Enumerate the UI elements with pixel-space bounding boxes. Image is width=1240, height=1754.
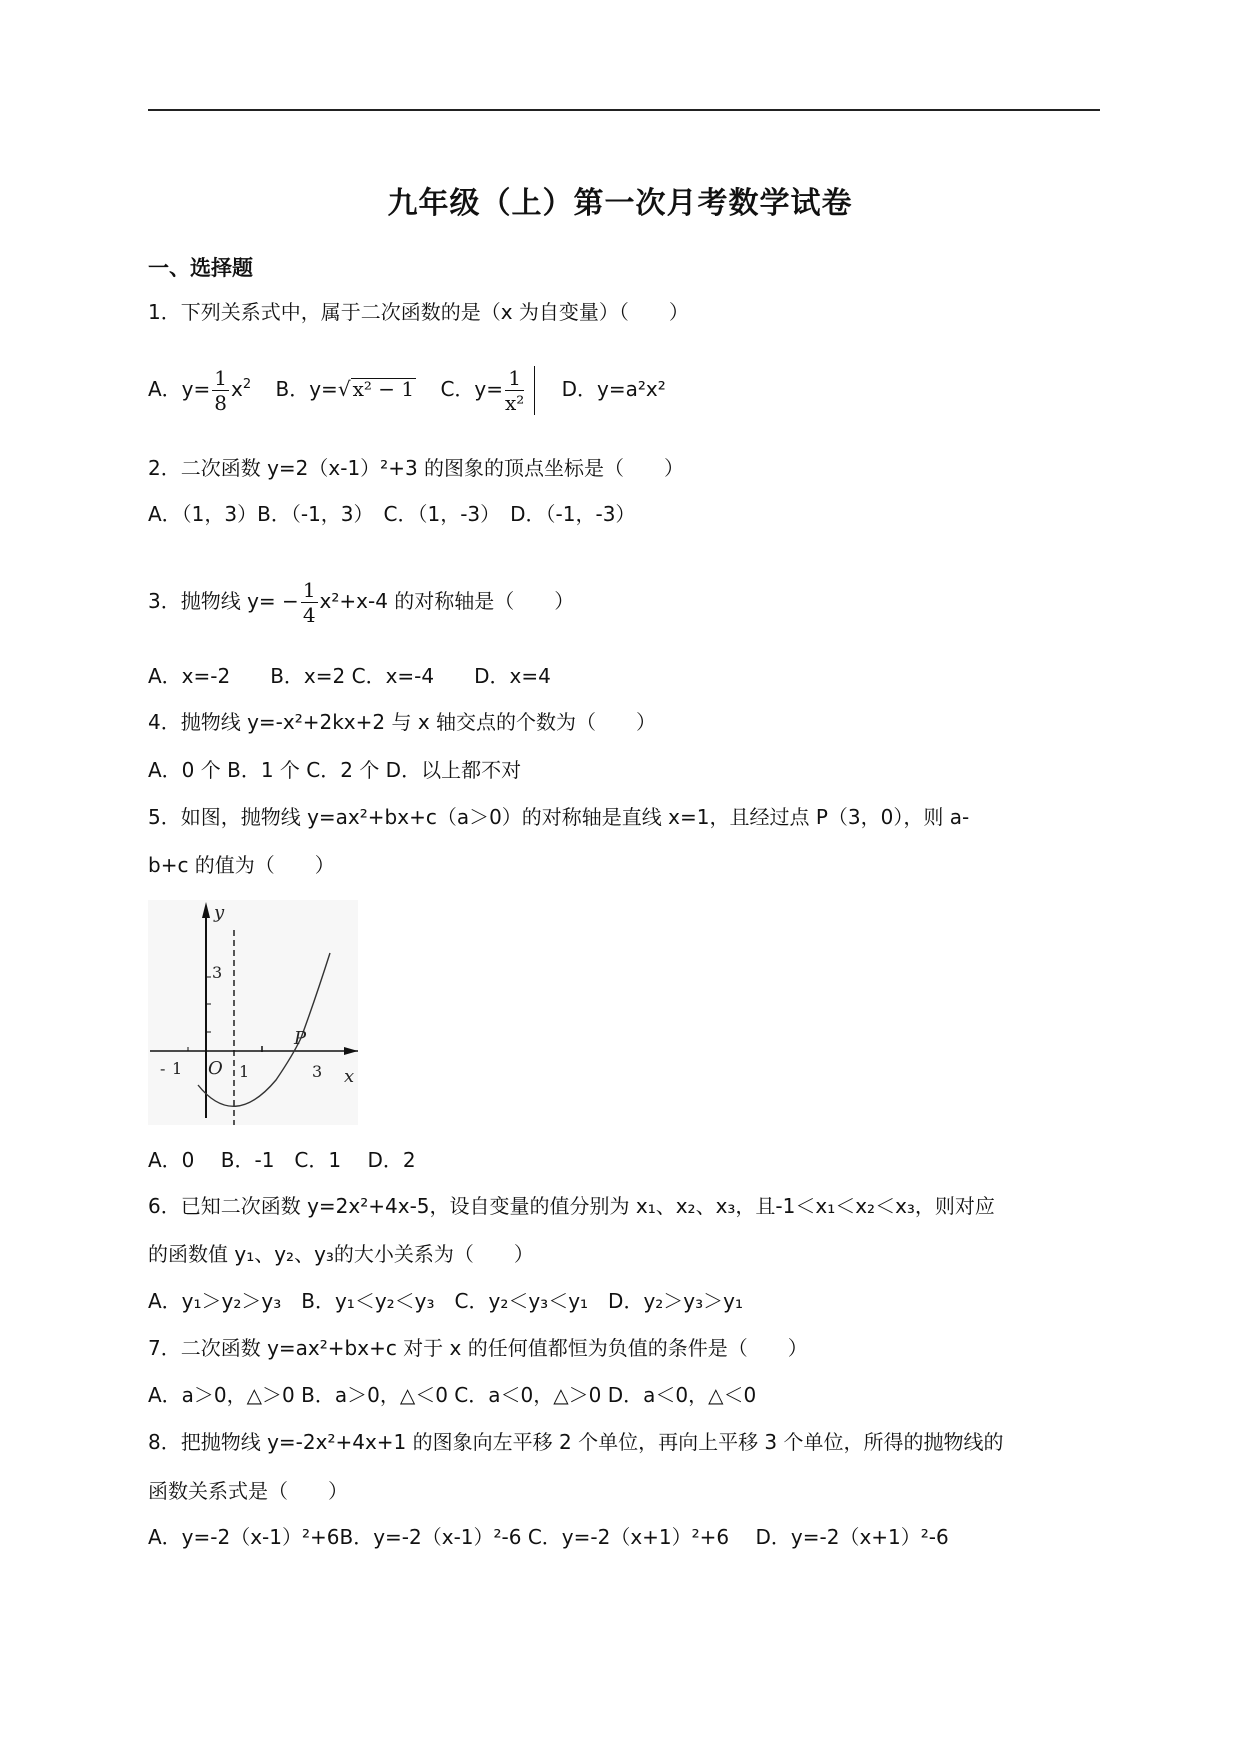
q4-options: A．0 个 B．1 个 C．2 个 D．以上都不对	[148, 758, 522, 782]
q1-option-a: A．y= $\frac{1}{8}$ $x^2$	[148, 366, 252, 415]
svg-text:y: y	[214, 902, 225, 923]
svg-text:P: P	[294, 1028, 307, 1049]
q6-stem-line1: 6．已知二次函数 y=2x²+4x-5，设自变量的值分别为 x₁、x₂、x₃，且-1＜x₁＜x₂＜x₃，则对应	[148, 1194, 995, 1218]
q1-option-c: C．y= $\frac{1}{\text{x²}}$	[440, 377, 537, 401]
q3-stem: 3．抛物线 y= − $\frac{1}{4}$ x²+x-4 的对称轴是（ ）	[148, 578, 575, 627]
page-title: 九年级（上）第一次月考数学试卷	[387, 186, 853, 221]
svg-text:-: -	[160, 1059, 166, 1078]
q8-options: A．y=-2（x-1）²+6B．y=-2（x-1）²-6 C．y=-2（x+1）²+6 D．y=-2（x+1）²-6	[148, 1525, 949, 1549]
header-rule	[148, 109, 1100, 111]
q5-stem-line2: b+c 的值为（ ）	[148, 853, 335, 877]
q2-stem: 2．二次函数 y=2（x-1）²+3 的图象的顶点坐标是（ ）	[148, 456, 685, 480]
q5-stem-line1: 5．如图，抛物线 y=ax²+bx+c（a＞0）的对称轴是直线 x=1，且经过点 P（3，0），则 a-	[148, 805, 970, 829]
svg-text:3: 3	[212, 963, 223, 982]
q2-options: A．（1，3）B．（-1，3） C．（1，-3） D．（-1，-3）	[148, 502, 636, 526]
svg-text:x: x	[344, 1066, 355, 1087]
q1-option-d: D．y=a²x²	[561, 377, 666, 401]
q7-options: A．a＞0，△＞0 B．a＞0，△＜0 C．a＜0，△＞0 D．a＜0，△＜0	[148, 1383, 757, 1407]
q1-option-b: B．y=√ x² − 1	[275, 377, 415, 401]
q8-stem-line1: 8．把抛物线 y=-2x²+4x+1 的图象向左平移 2 个单位，再向上平移 3 个单位，所得的抛物线的	[148, 1430, 1004, 1454]
q6-options: A．y₁＞y₂＞y₃ B．y₁＜y₂＜y₃ C．y₂＜y₃＜y₁ D．y₂＞y₃＞y₁	[148, 1289, 744, 1313]
parabola-figure	[148, 900, 358, 1125]
svg-text:O: O	[208, 1058, 223, 1079]
svg-text:1: 1	[239, 1062, 250, 1081]
svg-text:1: 1	[172, 1059, 183, 1078]
q6-stem-line2: 的函数值 y₁、y₂、y₃的大小关系为（ ）	[148, 1242, 534, 1266]
q1-options	[148, 366, 666, 415]
q8-stem-line2: 函数关系式是（ ）	[148, 1479, 348, 1503]
section-heading: 一、选择题	[148, 256, 253, 280]
q1-stem: 1．下列关系式中，属于二次函数的是（x 为自变量）（ ）	[148, 300, 689, 324]
svg-text:3: 3	[312, 1062, 323, 1081]
q3-options: A．x=-2 B．x=2 C．x=-4 D．x=4	[148, 664, 551, 688]
q4-stem: 4．抛物线 y=-x²+2kx+2 与 x 轴交点的个数为（ ）	[148, 710, 657, 734]
q5-options: A．0 B．-1 C．1 D．2	[148, 1148, 416, 1172]
q7-stem: 7．二次函数 y=ax²+bx+c 对于 x 的任何值都恒为负值的条件是（ ）	[148, 1336, 808, 1360]
